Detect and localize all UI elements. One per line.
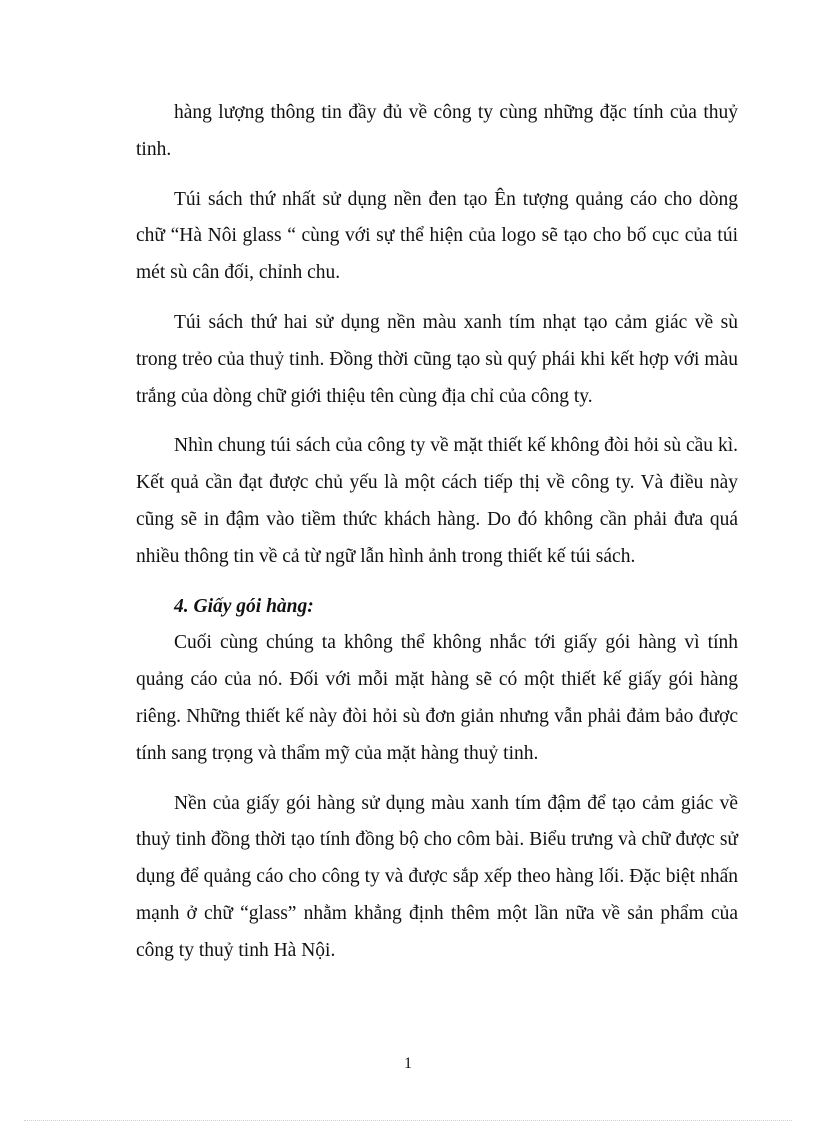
page-body (136, 95, 738, 970)
paragraph-4: Nhìn chung túi sách của công ty về mặt thiết kế không đòi hỏi sù cầu kì. Kết quả cần đạt được chủ yếu là một cách tiếp thị về công ty. Và điều này cũng sẽ in đậm vào tiềm thức khách hàng. Do đó không cần phải đưa quá nhiều thông tin về cả từ ngữ lẫn hình ảnh trong thiết kế túi sách. (136, 435, 738, 567)
section-heading: 4. Giấy gói hàng: (174, 595, 314, 617)
section-paragraph-2: Nền của giấy gói hàng sử dụng màu xanh tím đậm để tạo cảm giác về thuỷ tinh đồng thời tạo tính đồng bộ cho côm bài. Biểu trưng và chữ được sử dụng để quảng cáo cho công ty và được sắp xếp theo hàng lối. Đặc biệt nhấn mạnh ở chữ “glass” nhằm khẳng định thêm một lần nữa về sản phẩm của công ty thuỷ tinh Hà Nội. (136, 792, 738, 961)
footer-divider (24, 1120, 792, 1121)
paragraph-2: Túi sách thứ nhất sử dụng nền đen tạo Ên tượng quảng cáo cho dòng chữ “Hà Nôi glass “ cùng với sự thể hiện của logo sẽ tạo cho bố cục của túi mét sù cân đối, chỉnh chu. (136, 188, 738, 284)
section-paragraph-1: Cuối cùng chúng ta không thể không nhắc tới giấy gói hàng vì tính quảng cáo của nó. Đối với mỗi mặt hàng sẽ có một thiết kế giấy gói hàng riêng. Những thiết kế này đòi hỏi sù đơn giản nhưng vẫn phải đảm bảo được tính sang trọng và thẩm mỹ của mặt hàng thuỷ tinh. (136, 632, 738, 764)
paragraph-3: Túi sách thứ hai sử dụng nền màu xanh tím nhạt tạo cảm giác về sù trong trẻo của thuỷ tinh. Đồng thời cũng tạo sù quý phái khi kết hợp với màu trắng của dòng chữ giới thiệu tên cùng địa chỉ của công ty. (136, 311, 738, 407)
page-number: 1 (404, 1055, 412, 1072)
paragraph-1: hàng lượng thông tin đầy đủ về công ty cùng những đặc tính của thuỷ tinh. (136, 102, 738, 160)
